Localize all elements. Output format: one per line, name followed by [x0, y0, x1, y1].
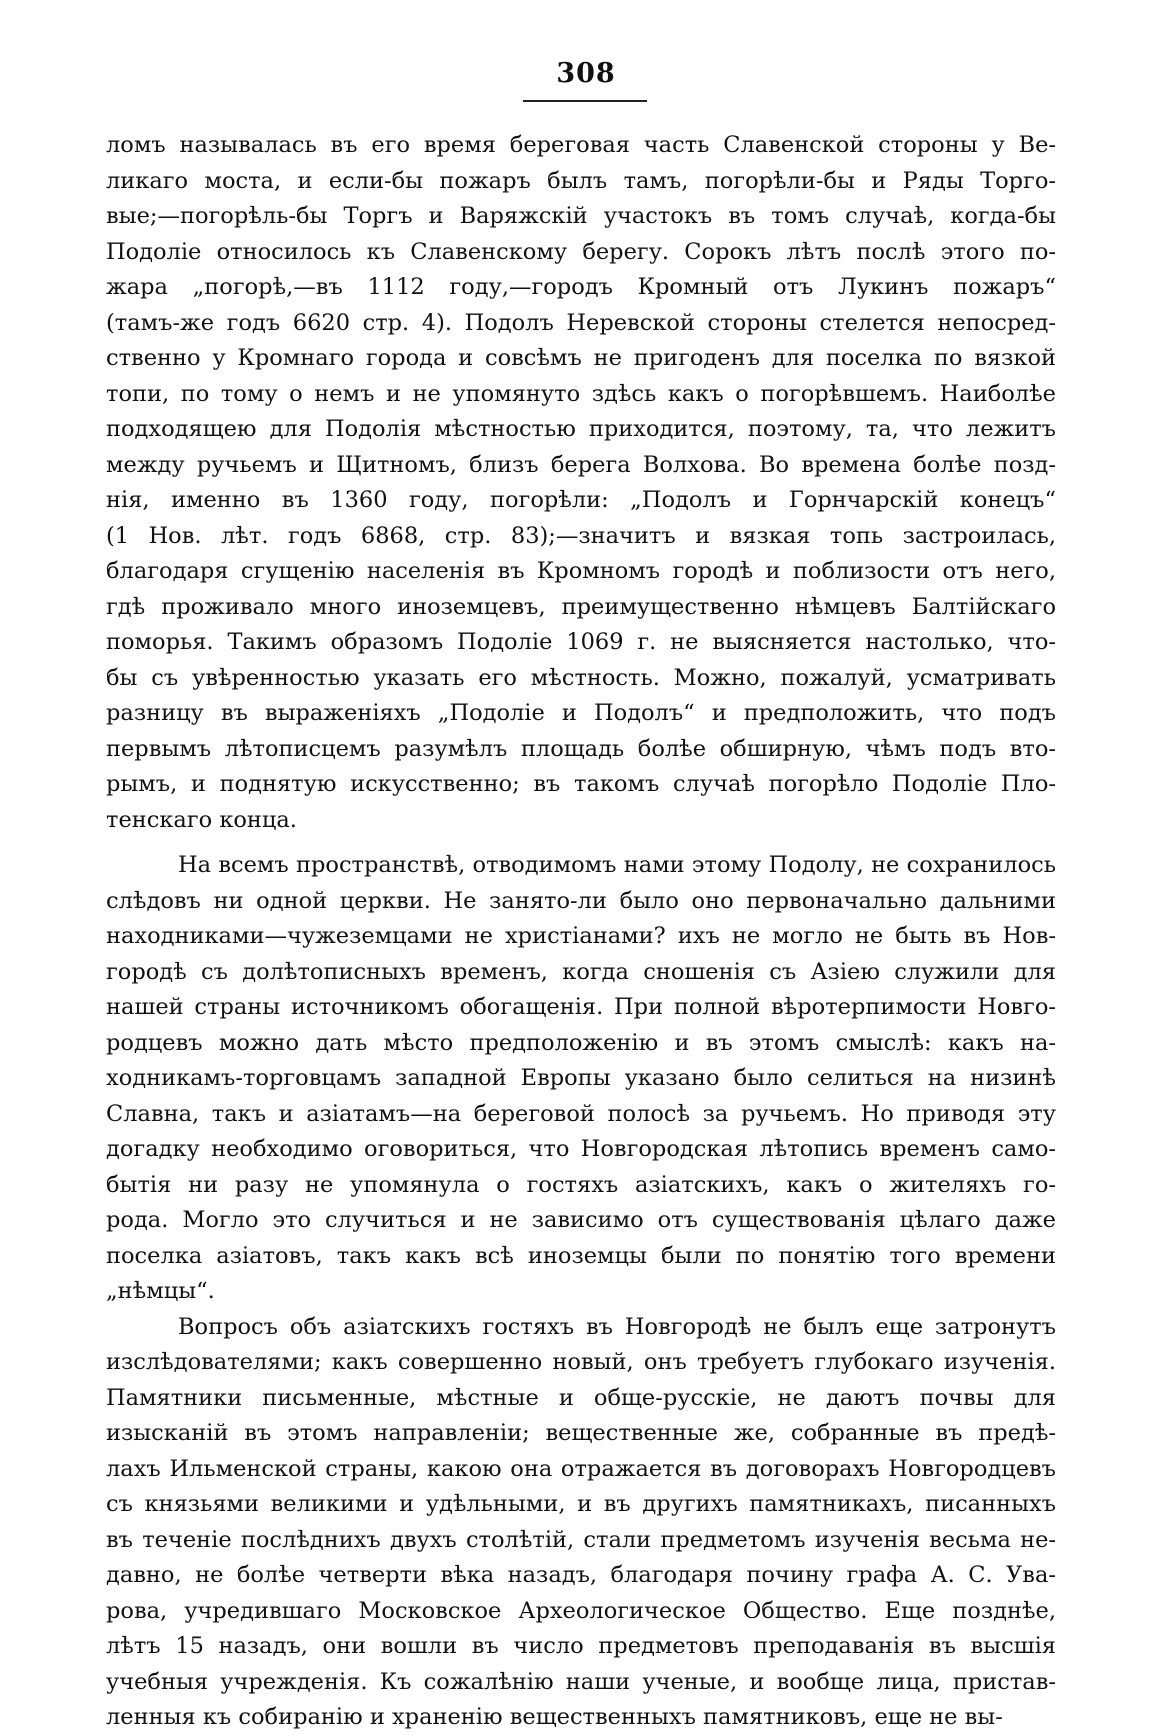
- paragraph-gap: [106, 838, 1056, 848]
- text-line: учебныя учрежденія. Къ сожалѣнію наши ученые, и вообще лица, пристав-: [106, 1668, 1056, 1695]
- text-line: догадку необходимо оговориться, что Новгородская лѣтопись временъ само-: [106, 1136, 1056, 1162]
- text-line: Вопросъ объ азіатскихъ гостяхъ въ Новгородѣ не былъ еще затронутъ: [178, 1313, 1056, 1340]
- text-line: ходникамъ-торговцамъ западной Европы указано было селиться на низинѣ: [106, 1065, 1056, 1091]
- paragraph: [106, 1310, 1056, 1736]
- text-line: рымъ, и поднятую искусственно; въ такомъ случаѣ погорѣло Подоліе Пло-: [106, 771, 1056, 797]
- text-line: поселка азіатовъ, такъ какъ всѣ иноземцы были по понятію того времени: [106, 1242, 1056, 1269]
- text-line: гдѣ проживало много иноземцевъ, преимущественно нѣмцевъ Балтійскаго: [106, 593, 1056, 620]
- paragraph: [106, 128, 1056, 838]
- text-line: вые;—погорѣль-бы Торгъ и Варяжскій участокъ въ томъ случаѣ, когда-бы: [106, 203, 1056, 229]
- page-number: 308: [556, 58, 616, 89]
- text-line: первымъ лѣтописцемъ разумѣлъ площадь болѣе обширную, чѣмъ подъ вто-: [106, 735, 1056, 762]
- text-line: нашей страны источникомъ обогащенія. При полной вѣротерпимости Новго-: [106, 994, 1056, 1020]
- text-line: находниками—чужеземцами не христіанами? ихъ не могло не быть въ Нов-: [106, 923, 1056, 949]
- text-line: въ теченіе послѣднихъ двухъ столѣтій, стали предметомъ изученія весьма не-: [106, 1526, 1056, 1553]
- text-line: тенскаго конца.: [106, 806, 297, 833]
- text-line: бытія ни разу не упомянула о гостяхъ азіатскихъ, какъ о жителяхъ го-: [106, 1171, 1056, 1198]
- text-line: городѣ съ долѣтописныхъ временъ, когда сношенія съ Азіею служили для: [106, 958, 1056, 985]
- text-line: На всемъ пространствѣ, отводимомъ нами этому Подолу, не сохранилось: [178, 852, 1056, 878]
- text-line: „нѣмцы“.: [106, 1278, 215, 1304]
- text-line: подходящею для Подолія мѣстностью приходится, поэтому, та, что лежитъ: [106, 416, 1056, 442]
- text-line: нія, именно въ 1360 году, погорѣли: „Подолъ и Горнчарскій конецъ“: [106, 487, 1056, 513]
- text-line: давно, не болѣе четверти вѣка назадъ, благодаря почину графа А. С. Ува-: [106, 1562, 1056, 1588]
- text-line: разницу въ выраженіяхъ „Подоліе и Подолъ“ и предположить, что подъ: [106, 700, 1056, 726]
- text-line: слѣдовъ ни одной церкви. Не занято-ли было оно первоначально дальними: [106, 887, 1056, 914]
- text-line: рода. Могло это случиться и не зависимо отъ существованія цѣлаго даже: [106, 1207, 1056, 1233]
- text-line: изысканій въ этомъ направленіи; вещественные же, собранные въ предѣ-: [106, 1420, 1056, 1446]
- text-line: топи, по тому о немъ и не упомянуто здѣсь какъ о погорѣвшемъ. Наиболѣе: [106, 380, 1056, 407]
- body-text: [106, 128, 1056, 1736]
- text-line: лахъ Ильменской страны, какою она отражается въ договорахъ Новгородцевъ: [106, 1455, 1056, 1482]
- text-line: Славна, такъ и азіатамъ—на береговой полосѣ за ручьемъ. Но приводя эту: [106, 1100, 1056, 1127]
- text-line: родцевъ можно дать мѣсто предположенію и въ этомъ смыслѣ: какъ на-: [106, 1029, 1056, 1056]
- paragraph: [106, 848, 1056, 1310]
- text-line: жара „погорѣ,—въ 1112 году,—городъ Кромный отъ Лукинъ пожаръ“: [106, 274, 1056, 300]
- text-line: рова, учредившаго Московское Археологическое Общество. Еще позднѣе,: [106, 1597, 1056, 1624]
- text-line: (тамъ-же годъ 6620 стр. 4). Подолъ Неревской стороны стелется непосред-: [106, 309, 1056, 336]
- text-line: ленныя къ собиранію и храненію вещественныхъ памятниковъ, еще не вы-: [106, 1704, 1003, 1730]
- header-rule: [523, 100, 647, 102]
- text-line: съ князьями великими и удѣльными, и въ другихъ памятникахъ, писанныхъ: [106, 1491, 1056, 1517]
- text-line: ственно у Кромнаго города и совсѣмъ не пригоденъ для поселка по вязкой: [106, 345, 1056, 371]
- text-line: ломъ называлась въ его время береговая часть Славенской стороны у Ве-: [106, 132, 1056, 158]
- text-line: ликаго моста, и если-бы пожаръ былъ тамъ, погорѣли-бы и Ряды Торго-: [106, 167, 1056, 194]
- text-line: благодаря сгущенію населенія въ Кромномъ городѣ и поблизости отъ него,: [106, 558, 1056, 584]
- text-line: бы съ увѣренностью указать его мѣстность. Можно, пожалуй, усматривать: [106, 664, 1056, 691]
- text-line: (1 Нов. лѣт. годъ 6868, стр. 83);—значитъ и вязкая топь застроилась,: [106, 522, 1056, 549]
- text-line: Подоліе относилось къ Славенскому берегу. Сорокъ лѣтъ послѣ этого по-: [106, 238, 1056, 265]
- text-line: поморья. Такимъ образомъ Подоліе 1069 г. не выясняется настолько, что-: [106, 629, 1056, 655]
- text-line: лѣтъ 15 назадъ, они вошли въ число предметовъ преподаванія въ высшія: [106, 1633, 1056, 1659]
- text-line: между ручьемъ и Щитномъ, близъ берега Волхова. Во времена болѣе позд-: [106, 451, 1056, 478]
- text-line: Памятники письменные, мѣстные и обще-русскіе, не даютъ почвы для: [106, 1384, 1056, 1411]
- text-line: изслѣдователями; какъ совершенно новый, онъ требуетъ глубокаго изученія.: [106, 1349, 1056, 1375]
